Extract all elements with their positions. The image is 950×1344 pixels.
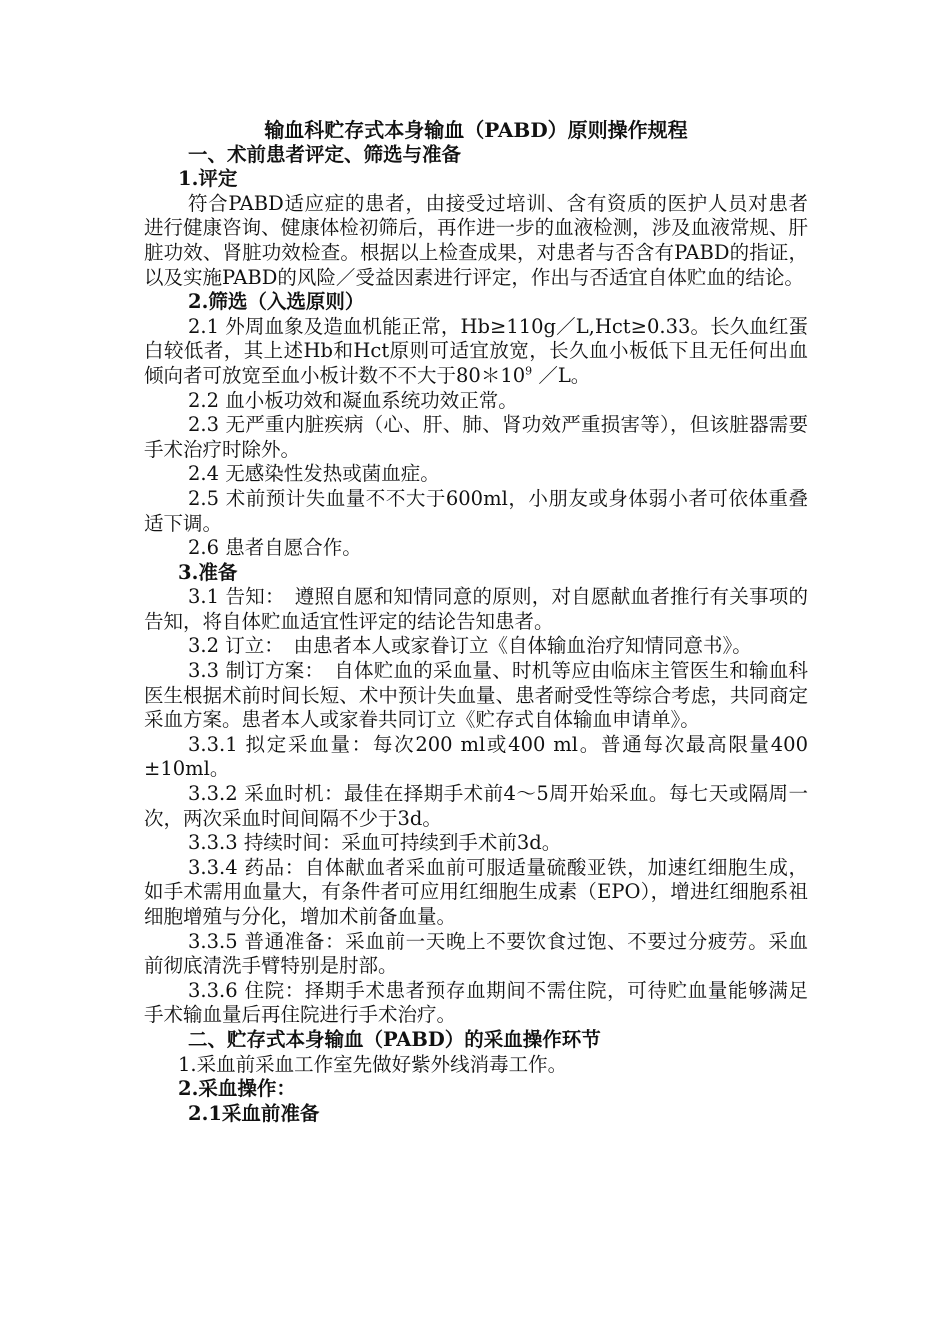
paragraph-evaluation: 符合PABD适应症的患者，由接受过培训、含有资质的医护人员对患者进行健康咨询、健康体检初筛后，再作进一步的血液检测，涉及血液常规、肝脏功效、肾脏功效检查。根据以上检查成果，对患者与否含有PABD的指证，以及实施PABD的风险／受益因素进行评定，作出与否适宜自体贮血的结论。 bbox=[144, 191, 808, 289]
subheading-preparation: 3.准备 bbox=[178, 560, 238, 584]
paragraph-3-3-4: 3.3.4 药品：自体献血者采血前可服适量硫酸亚铁，加速红细胞生成，如手术需用血量大，有条件者可应用红细胞生成素（EPO），增进红细胞系祖细胞增殖与分化，增加术前备血量。 bbox=[144, 855, 808, 928]
paragraph-2-1 bbox=[144, 315, 808, 389]
paragraph-2-1-text: 2.1 外周血象及造血机能正常，Hb≥110g／L,Hct≥0.33。长久血红蛋白较低者，其上述Hb和Hct原则可适宜放宽，长久血小板低下且无任何出血倾向者可放宽至血小板计数不不大于80＊10 bbox=[144, 314, 808, 387]
paragraph-sec2-1: 1.采血前采血工作室先做好紫外线消毒工作。 bbox=[178, 1052, 568, 1076]
paragraph-3-3-5: 3.3.5 普通准备：采血前一天晚上不要饮食过饱、不要过分疲劳。采血前彻底清洗手臂特别是肘部。 bbox=[144, 929, 808, 978]
paragraph-3-1: 3.1 告知： 遵照自愿和知情同意的原则，对自愿献血者推行有关事项的告知，将自体贮血适宜性评定的结论告知患者。 bbox=[144, 585, 808, 633]
paragraph-3-3-3: 3.3.3 持续时间：采血可持续到手术前3d。 bbox=[188, 831, 562, 855]
paragraph-3-2: 3.2 订立： 由患者本人或家眷订立《自体输血治疗知情同意书》。 bbox=[188, 634, 752, 658]
section-heading-2: 二、贮存式本身输血（PABD）的采血操作环节 bbox=[188, 1027, 601, 1051]
document-title: 输血科贮存式本身输血（PABD）原则操作规程 bbox=[264, 118, 688, 142]
paragraph-2-6: 2.6 患者自愿合作。 bbox=[188, 536, 362, 560]
document-page bbox=[144, 118, 808, 1126]
paragraph-3-3-1: 3.3.1 拟定采血量：每次200 ml或400 ml。普通每次最高限量400 ±10ml。 bbox=[144, 732, 808, 781]
subheading-blood-collection: 2.采血操作： bbox=[178, 1077, 296, 1101]
paragraph-3-3-2: 3.3.2 采血时机：最佳在择期手术前4～5周开始采血。每七天或隔周一次，两次采血时间间隔不少于3d。 bbox=[144, 782, 808, 830]
paragraph-2-5: 2.5 术前预计失血量不不大于600ml，小朋友或身体弱小者可依体重叠适下调。 bbox=[144, 486, 808, 535]
paragraph-3-3: 3.3 制订方案： 自体贮血的采血量、时机等应由临床主管医生和输血科医生根据术前时间长短、术中预计失血量、患者耐受性等综合考虑，共同商定采血方案。患者本人或家眷共同订立《贮存式自体输血申请单》。 bbox=[144, 659, 808, 732]
paragraph-2-1-unit: ／L。 bbox=[532, 363, 591, 387]
subheading-screening: 2.筛选（入选原则） bbox=[188, 290, 365, 314]
subheading-evaluation: 1.评定 bbox=[178, 167, 238, 191]
subheading-pre-collection: 2.1采血前准备 bbox=[188, 1101, 320, 1125]
paragraph-3-3-6: 3.3.6 住院：择期手术患者预存血期间不需住院，可待贮血量能够满足手术输血量后再住院进行手术治疗。 bbox=[144, 978, 808, 1027]
section-heading-1: 一、术前患者评定、筛选与准备 bbox=[188, 142, 462, 166]
paragraph-2-4: 2.4 无感染性发热或菌血症。 bbox=[188, 462, 440, 486]
paragraph-2-2: 2.2 血小板功效和凝血系统功效正常。 bbox=[188, 388, 518, 412]
exponent: 9 bbox=[525, 364, 533, 378]
paragraph-2-3: 2.3 无严重内脏疾病（心、肝、肺、肾功效严重损害等），但该脏器需要手术治疗时除外。 bbox=[144, 413, 808, 461]
